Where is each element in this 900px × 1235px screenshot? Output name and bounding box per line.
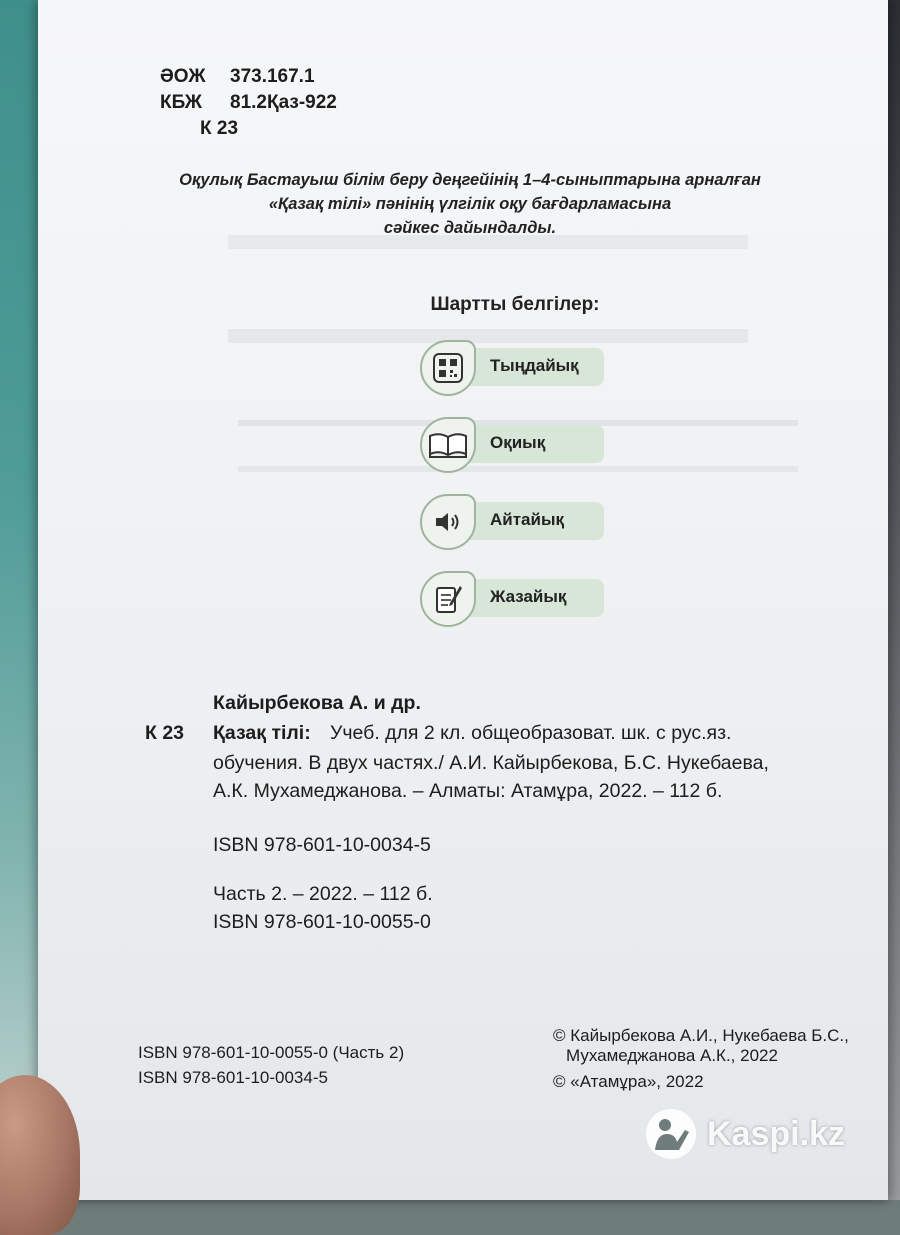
- legend-label-listen: Тыңдайық: [490, 356, 579, 375]
- qr-code-icon: [420, 340, 476, 396]
- curriculum-note-line-2: «Қазақ тілі» пәнінің үлгілік оқу бағдарламасына: [268, 195, 672, 213]
- speaker-icon: [420, 494, 476, 550]
- writing-icon: [420, 571, 476, 627]
- show-through-title: [228, 235, 748, 343]
- author-mark: К 23: [200, 118, 239, 139]
- isbn-part: ISBN 978-601-10-0055-0: [213, 911, 431, 933]
- isbn-full-set: ISBN 978-601-10-0034-5: [213, 834, 431, 856]
- udc-value: 373.167.1: [230, 66, 315, 87]
- copyright-authors-cont: Мухамеджанова А.К., 2022: [566, 1046, 778, 1065]
- curriculum-note: [150, 168, 790, 240]
- legend-label-read: Оқиық: [490, 433, 546, 452]
- legend-title: Шартты белгілер:: [430, 294, 600, 315]
- copyright-publisher: © «Атамұра», 2022: [553, 1072, 704, 1091]
- legend-label-speak: Айтайық: [490, 510, 564, 529]
- catalog-description-line-3: А.К. Мухамеджанова. – Алматы: Атамұра, 2022. – 112 б.: [213, 780, 723, 802]
- bbk-label: КБЖ: [160, 92, 202, 113]
- legend-item-read: [420, 417, 610, 473]
- footer-isbn-part: ISBN 978-601-10-0055-0 (Часть 2): [138, 1043, 405, 1062]
- legend-item-listen: [420, 340, 610, 396]
- catalog-mark: К 23: [145, 722, 185, 744]
- catalog-description-line-1: Учеб. для 2 кл. общеобразоват. шк. с рус.яз.: [330, 722, 732, 744]
- footer-isbn-set: ISBN 978-601-10-0034-5: [138, 1068, 328, 1087]
- legend-label-write: Жазайық: [490, 587, 567, 606]
- catalog-description-line-2: обучения. В двух частях./ А.И. Кайырбекова, Б.С. Нукебаева,: [213, 752, 769, 774]
- copyright-authors: © Кайырбекова А.И., Нукебаева Б.С.,: [553, 1026, 849, 1045]
- catalog-author: Кайырбекова А. и др.: [213, 692, 421, 714]
- legend-item-speak: [420, 494, 610, 550]
- watermark-text: Kaspi.kz: [707, 1114, 845, 1153]
- kaspi-watermark: [645, 1108, 845, 1160]
- kaspi-logo-icon: [645, 1108, 697, 1160]
- udc-label: ӘОЖ: [160, 66, 206, 87]
- curriculum-note-line-3: сәйкес дайындалды.: [383, 219, 557, 237]
- part-info: Часть 2. – 2022. – 112 б.: [213, 883, 433, 905]
- open-book-icon: [420, 417, 476, 473]
- legend-item-write: [420, 571, 610, 627]
- catalog-title: Қазақ тілі:: [213, 722, 311, 744]
- bbk-value: 81.2Қаз-922: [230, 92, 337, 113]
- curriculum-note-line-1: Оқулық Бастауыш білім беру деңгейінің 1–4-сыныптарына арналған: [179, 171, 761, 189]
